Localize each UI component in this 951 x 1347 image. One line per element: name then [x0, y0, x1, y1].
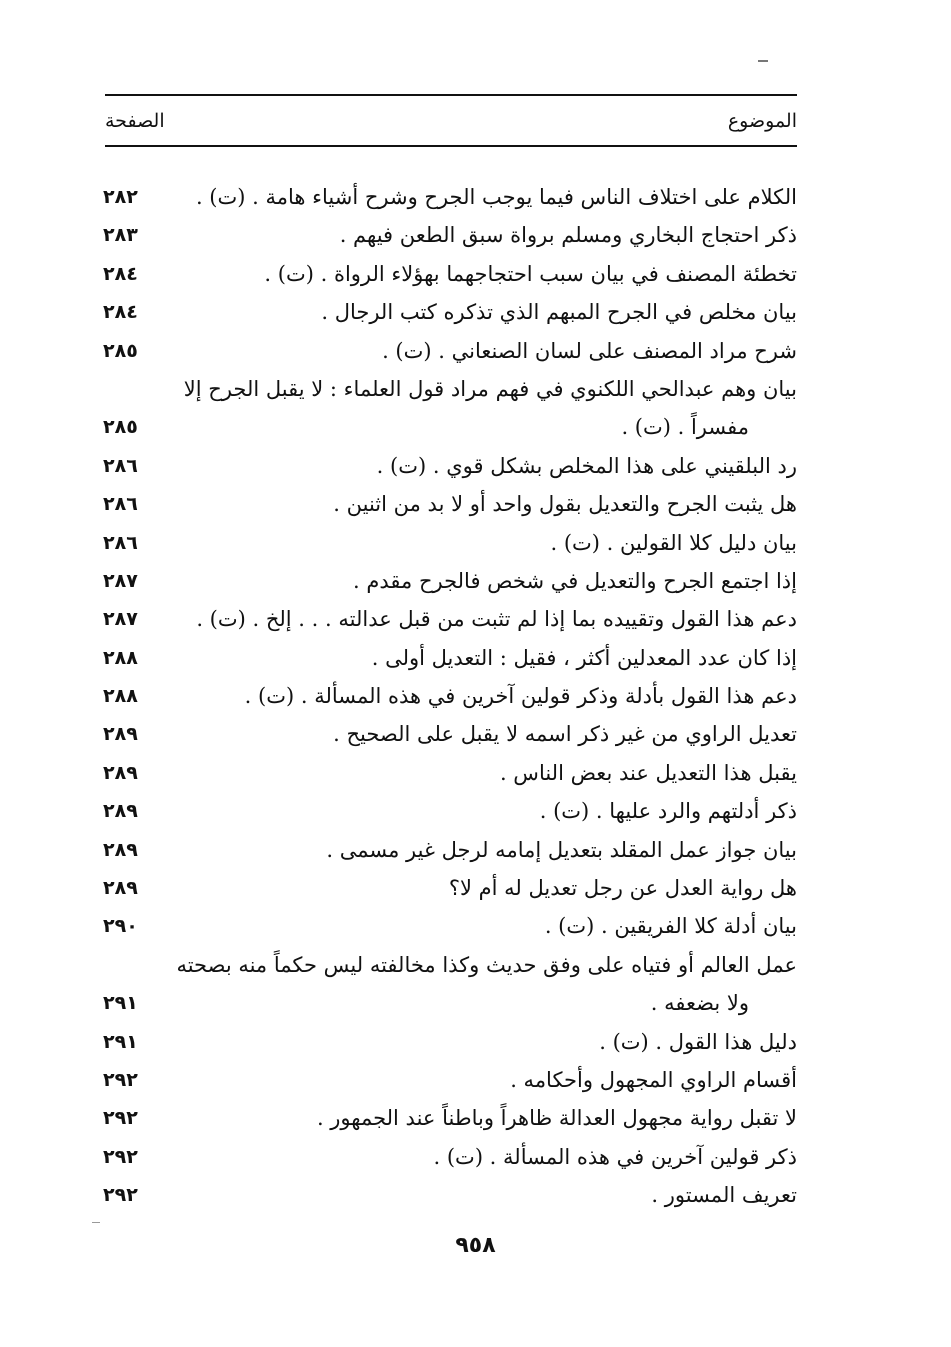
toc-entry-text: بيان أدلة كلا الفريقين . (ت) .	[544, 914, 797, 939]
toc-entry-topic	[163, 562, 797, 600]
toc-entry-page: ٢٩٢	[103, 1184, 138, 1207]
toc-entry	[103, 907, 797, 945]
toc-entry	[103, 1061, 797, 1099]
toc-entry-topic	[163, 754, 797, 792]
toc-entry-topic	[163, 677, 797, 715]
page-number: ٩٥٨	[455, 1233, 496, 1258]
toc-entry-page: ٢٩٢	[103, 1069, 138, 1091]
toc-entry-text: دعم هذا القول بأدلة وذكر قولين آخرين في هذه المسألة . (ت) .	[244, 684, 797, 709]
toc-entry	[103, 946, 797, 1023]
table-header	[105, 104, 797, 140]
toc-entry	[103, 485, 797, 523]
topic-column-label: الموضوع	[727, 110, 797, 132]
toc-entry-page: ٢٩٢	[103, 1145, 138, 1168]
toc-entry	[103, 754, 797, 792]
header-top-rule	[105, 94, 797, 96]
toc-entry	[103, 1023, 797, 1061]
toc-entry-topic	[163, 1061, 797, 1099]
toc-entry-page: ٢٨٦	[103, 531, 138, 554]
toc-entry-text: عمل العالم أو فتياه على وفق حديث وكذا مخالفته ليس حكماً منه بصحته	[176, 952, 797, 977]
toc-entry-topic	[163, 1023, 797, 1061]
toc-entry-topic	[163, 831, 797, 869]
toc-entry-text: رد البلقيني على هذا المخلص بشكل قوي . (ت) .	[376, 453, 797, 478]
toc-entry-page: ٢٨٥	[103, 416, 138, 439]
toc-entry-page: ٢٨٧	[103, 569, 138, 592]
toc-entry-text: هل يثبت الجرح والتعديل بقول واحد أو لا بد من اثنين .	[333, 492, 797, 517]
toc-entry-page: ٢٩١	[103, 1030, 138, 1053]
margin-mark	[92, 1222, 100, 1223]
toc-entry	[103, 370, 797, 447]
toc-entry	[103, 1138, 797, 1176]
toc-entry	[103, 677, 797, 715]
toc-entry-text: يقبل هذا التعديل عند بعض الناس .	[499, 760, 797, 785]
toc-entry-topic	[163, 792, 797, 830]
toc-entry-text: بيان جواز عمل المقلد بتعديل إمامه لرجل غير مسمى .	[326, 837, 797, 862]
toc-entry	[103, 1176, 797, 1214]
toc-entry-text: هل رواية العدل عن رجل تعديل له أم لا؟	[448, 876, 797, 901]
toc-entry-page: ٢٨٤	[103, 301, 138, 324]
toc-entry-page: ٢٨٩	[103, 800, 138, 823]
toc-entry-page: ٢٨٣	[103, 224, 138, 247]
toc-entry	[103, 524, 797, 562]
toc-entry-topic	[163, 524, 797, 562]
toc-entry-page: ٢٨٥	[103, 339, 138, 362]
toc-entry-text: تخطئة المصنف في بيان سبب احتجاجهما بهؤلاء الرواة . (ت) .	[264, 261, 797, 286]
toc-entry-page: ٢٨٨	[103, 646, 138, 669]
toc-entry-topic	[163, 946, 797, 1023]
toc-entry-topic	[163, 485, 797, 523]
toc-entry-page: ٢٨٧	[103, 608, 138, 631]
toc-entry-text: الكلام على اختلاف الناس فيما يوجب الجرح وشرح أشياء هامة . (ت) .	[195, 185, 797, 209]
toc-entry-text: دليل هذا القول . (ت) .	[599, 1029, 797, 1054]
toc-entry	[103, 600, 797, 638]
toc-entry-text: دعم هذا القول وتقييده بما إذا لم تثبت من قبل عدالته . . . إلخ . (ت) .	[196, 607, 797, 632]
toc-entry-topic	[163, 255, 797, 293]
header-bottom-rule	[105, 145, 797, 147]
toc-entry-page: ٢٨٤	[103, 262, 138, 285]
toc-entry-topic	[163, 178, 797, 216]
toc-entry-continuation: مفسراً . (ت) .	[621, 415, 749, 440]
toc-entry-text: ذكر أدلتهم والرد عليها . (ت) .	[539, 799, 797, 824]
toc-entry	[103, 792, 797, 830]
toc-entry-topic	[163, 869, 797, 907]
toc-entry	[103, 1099, 797, 1137]
toc-entry-text: إذا اجتمع الجرح والتعديل في شخص فالجرح مقدم .	[353, 568, 797, 593]
toc-entry-page: ٢٩٠	[103, 915, 138, 938]
toc-entry-text: ذكر احتجاج البخاري ومسلم برواة سبق الطعن فيهم .	[339, 223, 797, 248]
toc-entry-page: ٢٨٦	[103, 454, 138, 477]
toc-entry-topic	[163, 1176, 797, 1214]
toc-entry	[103, 216, 797, 254]
toc-entry	[103, 332, 797, 370]
top-mark	[758, 60, 768, 62]
toc-entry-topic	[163, 370, 797, 447]
toc-entry-topic	[163, 293, 797, 331]
toc-entry-topic	[163, 216, 797, 254]
toc-entry-topic	[163, 907, 797, 945]
toc-entry-topic	[163, 600, 797, 638]
toc-entry-topic	[163, 639, 797, 677]
toc-entry	[103, 178, 797, 216]
toc-entry	[103, 293, 797, 331]
toc-entry-topic	[163, 1099, 797, 1137]
toc-entry	[103, 447, 797, 485]
toc-entry-text: ذكر قولين آخرين في هذه المسألة . (ت) .	[433, 1144, 797, 1169]
toc-entry	[103, 562, 797, 600]
toc-entry-page: ٢٨٢	[103, 185, 138, 208]
toc-entry	[103, 869, 797, 907]
toc-entry-page: ٢٨٦	[103, 493, 138, 516]
page-column-label: الصفحة	[105, 110, 165, 132]
toc-entry-page: ٢٩٢	[103, 1107, 138, 1130]
toc-entry-text: إذا كان عدد المعدلين أكثر ، فقيل : التعديل أولى .	[371, 645, 797, 670]
toc-entry-text: بيان مخلص في الجرح المبهم الذي تذكره كتب الرجال .	[321, 300, 797, 325]
toc-entry-text: لا تقبل رواية مجهول العدالة ظاهراً وباطناً عند الجمهور .	[316, 1106, 797, 1131]
toc-entry-page: ٢٨٨	[103, 685, 138, 708]
toc-entry-page: ٢٨٩	[103, 838, 138, 861]
toc-entry-text: تعريف المستور .	[651, 1183, 797, 1208]
toc-entry-continuation: ولا بضعفه .	[650, 991, 749, 1016]
toc-entry-text: أقسام الراوي المجهول وأحكامه .	[510, 1068, 797, 1093]
toc-entry-topic	[163, 1138, 797, 1176]
toc-list	[103, 178, 797, 1215]
toc-entry	[103, 639, 797, 677]
toc-entry-page: ٢٨٩	[103, 761, 138, 784]
toc-entry	[103, 715, 797, 753]
toc-entry-page: ٢٨٩	[103, 723, 138, 746]
toc-entry-topic	[163, 332, 797, 370]
toc-entry-text: تعديل الراوي من غير ذكر اسمه لا يقبل على الصحيح .	[333, 722, 797, 747]
toc-entry-text: شرح مراد المصنف على لسان الصنعاني . (ت) .	[382, 338, 797, 363]
toc-entry-topic	[163, 715, 797, 753]
toc-entry-text: بيان دليل كلا القولين . (ت) .	[550, 530, 797, 555]
toc-entry-text: بيان وهم عبدالحي اللكنوي في فهم مراد قول العلماء : لا يقبل الجرح إلا	[183, 376, 797, 401]
toc-entry	[103, 831, 797, 869]
toc-entry-topic	[163, 447, 797, 485]
toc-entry	[103, 255, 797, 293]
toc-entry-page: ٢٩١	[103, 992, 138, 1015]
toc-entry-page: ٢٨٩	[103, 877, 138, 900]
